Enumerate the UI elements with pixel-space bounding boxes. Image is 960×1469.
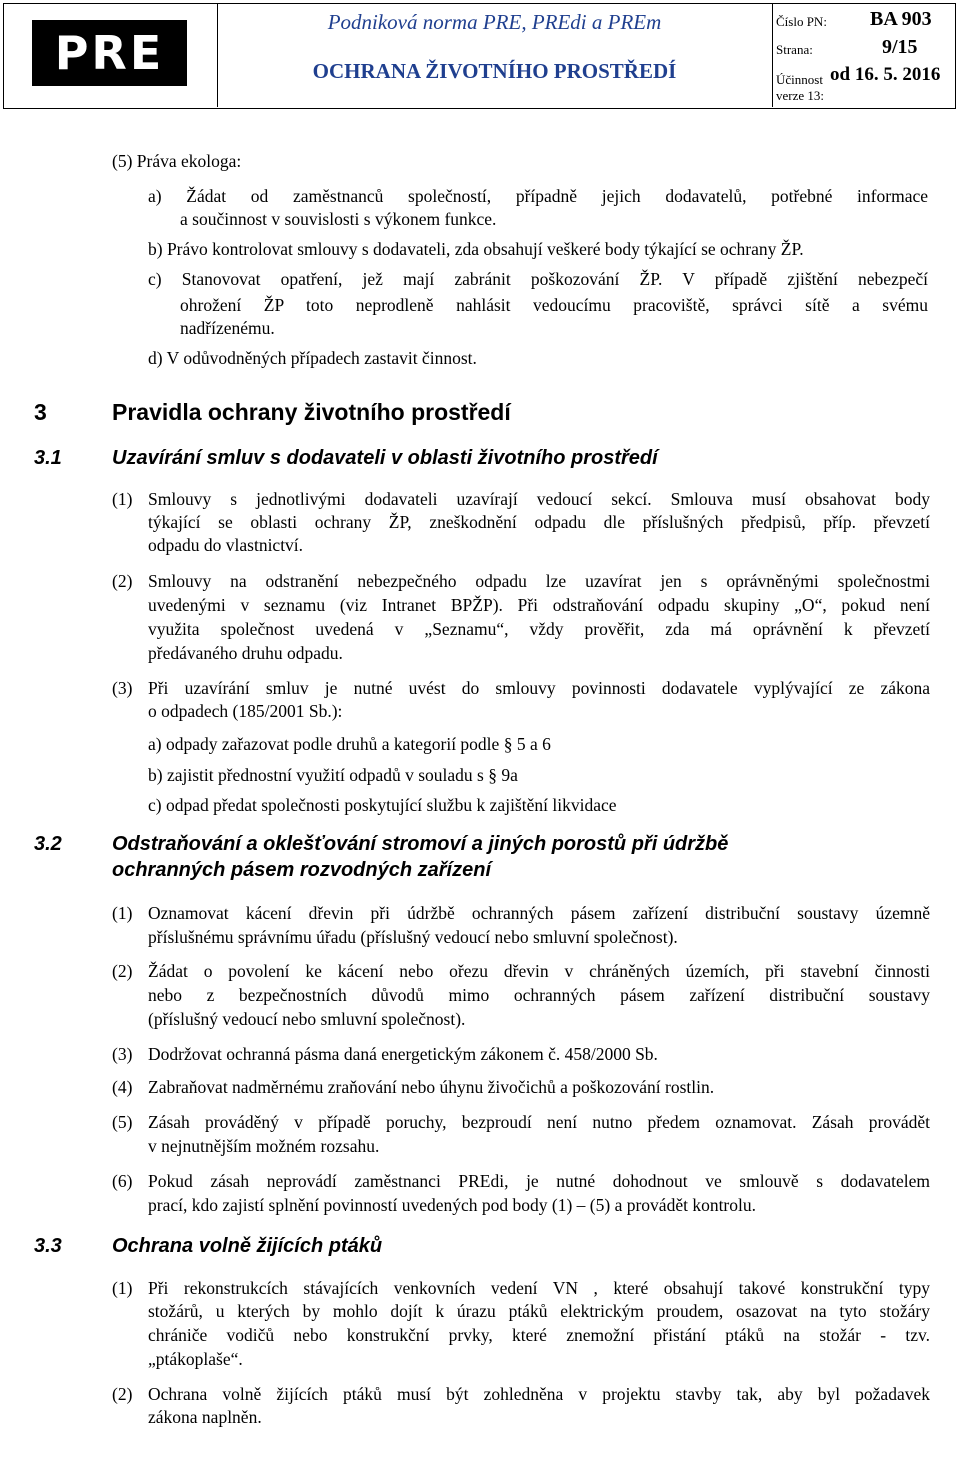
s31-p3-line1: Při uzavírání smluv je nutné uvést do smlouvy povinnosti dodavatele vyplývající ze zákona (148, 678, 930, 698)
prava-c-line3: nadřízenému. (180, 318, 275, 338)
cislo-label: Číslo PN: (776, 14, 827, 29)
strana-label: Strana: (776, 42, 813, 57)
s33-p1-line1: Při rekonstrukcích stávajících venkovních vedení VN , které obsahují takové konstrukční typy (148, 1278, 930, 1298)
s32-p1-line1: Oznamovat kácení dřevin při údržbě ochranných pásem zařízení distribuční soustavy územně (148, 903, 930, 923)
s33-p1-line3: chrániče vodičů nebo konstrukční prvky, které znemožní přistání ptáků na stožár - tzv. (148, 1325, 930, 1345)
prava-b: b) Právo kontrolovat smlouvy s dodavateli, zda obsahují veškeré body týkající se ochrany ŽP. (148, 239, 804, 259)
s32-p6-line2: prací, kdo zajistí splnění povinností uvedených pod body (1) – (5) a provádět kontrolu. (148, 1195, 756, 1215)
s33-p1-number: (1) (112, 1278, 133, 1298)
strana-value: 9/15 (882, 36, 918, 58)
s33-p2-line1: Ochrana volně žijících ptáků musí být zohledněna v projektu stavby tak, aby byl požadavek (148, 1384, 930, 1404)
pre-logo (32, 20, 187, 86)
s31-p2-line4: předávaného druhu odpadu. (148, 643, 343, 663)
norm-title: Podniková norma PRE, PREdi a PREm (327, 10, 662, 34)
s32-p5-line1: Zásah prováděný v případě poruchy, bezproudí není nutno předem oznamovat. Zásah provádět (148, 1112, 930, 1132)
s31-p2-line2: uvedenými v seznamu (viz Intranet BPŽP). Při odstraňování odpadu skupiny „O“, pokud není (148, 595, 930, 615)
s32-p6-line1: Pokud zásah neprovádí zaměstnanci PREdi, je nutné dohodnout ve smlouvě s dodavatelem (148, 1171, 930, 1191)
s32-p5-line2: v nejnutnějším možném rozsahu. (148, 1136, 380, 1156)
ucinnost-value: od 16. 5. 2016 (830, 64, 941, 85)
section-3-2-number: 3.2 (34, 833, 62, 855)
s32-p6-number: (6) (112, 1171, 133, 1191)
s31-p3-number: (3) (112, 678, 133, 698)
logo-text: PRE (54, 26, 165, 80)
section-3-3-number: 3.3 (34, 1235, 62, 1257)
s33-p2-number: (2) (112, 1384, 133, 1404)
document-header (3, 3, 956, 109)
s32-p1-number: (1) (112, 903, 133, 923)
section-3-1-title: Uzavírání smluv s dodavateli v oblasti životního prostředí (112, 447, 658, 469)
meta-cell (772, 4, 955, 107)
prava-heading: (5) Práva ekologa: (112, 151, 242, 171)
prava-a-line2: a součinnost v souvislosti s výkonem funkce. (180, 209, 497, 229)
s32-p2-line1: Žádat o povolení ke kácení nebo ořezu dřevin v chráněných územích, při stavební činnosti (148, 961, 930, 981)
document-title: OCHRANA ŽIVOTNÍHO PROSTŘEDÍ (312, 59, 677, 83)
s31-p2-line1: Smlouvy na odstranění nebezpečného odpadu lze uzavírat jen s oprávněnými společnostmi (148, 571, 930, 591)
s31-p3-b: b) zajistit přednostní využití odpadů v souladu s § 9a (148, 765, 518, 785)
s31-p3-c: c) odpad předat společnosti poskytující službu k zajištění likvidace (148, 795, 617, 815)
s32-p4-number: (4) (112, 1077, 133, 1097)
s32-p5-number: (5) (112, 1112, 133, 1132)
section-3-2-title-line2: ochranných pásem rozvodných zařízení (112, 859, 491, 881)
chapter-number: 3 (34, 399, 47, 425)
prava-c-line1: c) Stanovovat opatření, jež mají zabránit poškozování ŽP. V případě zjištění nebezpečí (148, 269, 928, 289)
section-3-1-number: 3.1 (34, 447, 62, 469)
ucinnost-label: Účinnost (776, 72, 823, 87)
chapter-title: Pravidla ochrany životního prostředí (112, 399, 511, 425)
s31-p1-line2: týkající se oblasti ochrany ŽP, zneškodnění odpadu dle příslušných předpisů, příp. převzetí (148, 512, 930, 532)
section-3-3-title: Ochrana volně žijících ptáků (112, 1235, 383, 1257)
s31-p1-line3: odpadu do vlastnictví. (148, 535, 304, 555)
prava-c-line2: ohrožení ŽP toto neprodleně nahlásit vedoucímu pracoviště, správci sítě a svému (180, 295, 928, 315)
title-cell (217, 4, 773, 107)
s33-p1-line4: „ptákoplaše“. (148, 1349, 243, 1369)
s31-p2-line3: využita společnost uvedená v „Seznamu“, vždy prověřit, zda má oprávnění k převzetí (148, 619, 930, 639)
s31-p2-number: (2) (112, 571, 133, 591)
s32-p2-line2: nebo z bezpečnostních důvodů mimo ochranných pásem zařízení distribuční soustavy (148, 985, 930, 1005)
s31-p1-line1: Smlouvy s jednotlivými dodavateli uzavírají vedoucí sekcí. Smlouva musí obsahovat body (148, 489, 930, 509)
s32-p2-line3: (příslušný vedoucí nebo smluvní společnost). (148, 1009, 466, 1029)
s33-p1-line2: stožárů, u kterých by mohlo dojít k úrazu ptáků elektrickým proudem, osazovat na tyto stožáry (148, 1301, 930, 1321)
s32-p3-line1: Dodržovat ochranná pásma daná energetickým zákonem č. 458/2000 Sb. (148, 1044, 658, 1064)
s31-p3-a: a) odpady zařazovat podle druhů a kategorií podle § 5 a 6 (148, 734, 551, 754)
logo-cell (4, 4, 218, 107)
s32-p4-line1: Zabraňovat nadměrnému zraňování nebo úhynu živočichů a poškozování rostlin. (148, 1077, 715, 1097)
verze-label: verze 13: (776, 88, 825, 103)
s31-p3-line2: o odpadech (185/2001 Sb.): (148, 701, 343, 721)
s33-p2-line2: zákona naplněn. (148, 1407, 262, 1427)
s32-p3-number: (3) (112, 1044, 133, 1064)
s32-p1-line2: příslušnému správnímu úřadu (příslušný vedoucí nebo smluvní společnost). (148, 927, 678, 947)
cislo-value: BA 903 (870, 8, 932, 30)
s31-p1-number: (1) (112, 489, 133, 509)
prava-d: d) V odůvodněných případech zastavit činnost. (148, 348, 477, 368)
s32-p2-number: (2) (112, 961, 133, 981)
section-3-2-title-line1: Odstraňování a oklešťování stromoví a jiných porostů při údržbě (112, 833, 729, 855)
prava-a-line1: a) Žádat od zaměstnanců společností, případně jejich dodavatelů, potřebné informace (148, 186, 928, 206)
